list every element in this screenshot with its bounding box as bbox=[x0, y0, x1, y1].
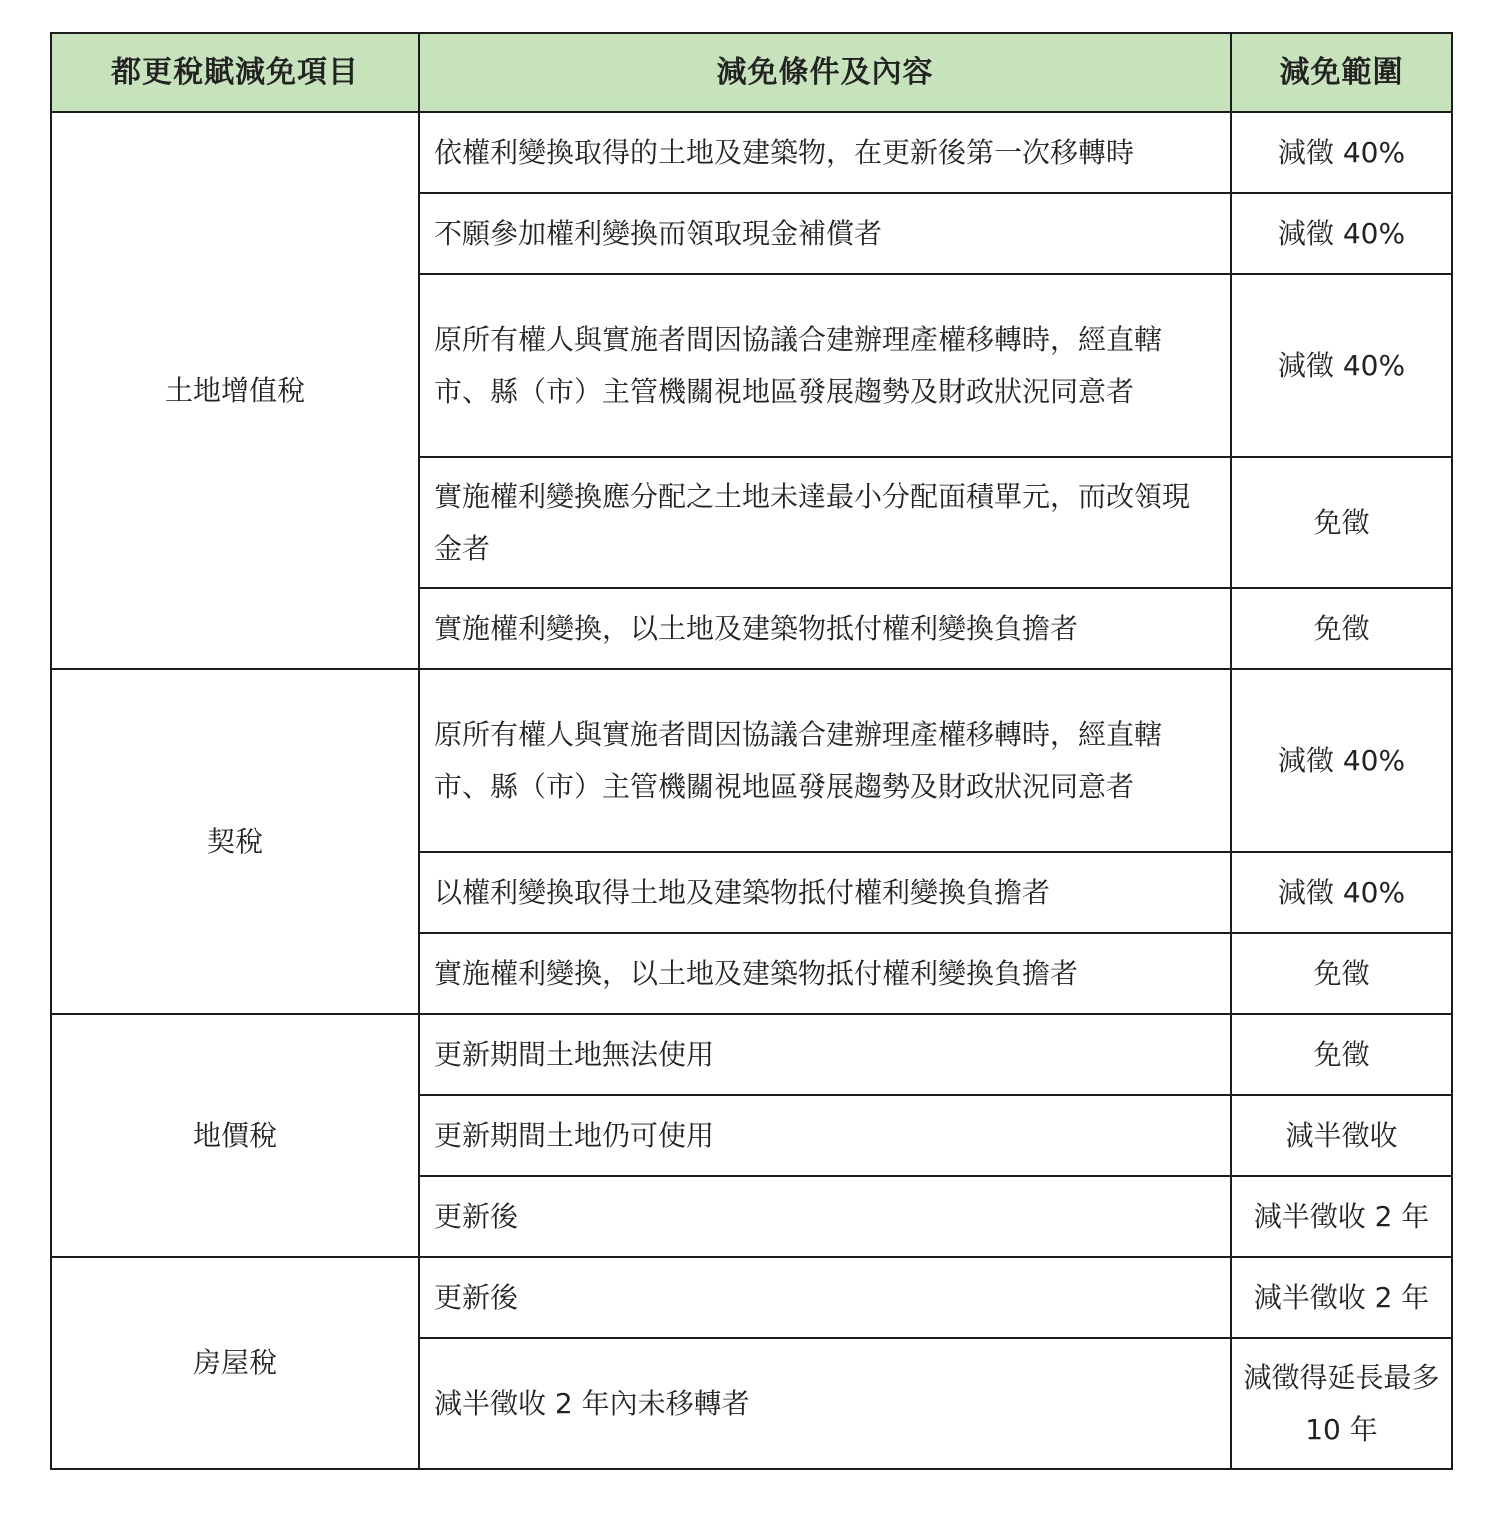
tax-reduction-table bbox=[50, 32, 1453, 1470]
condition-cell: 更新後 bbox=[419, 1257, 1231, 1338]
scope-cell: 減半徵收 2 年 bbox=[1231, 1257, 1452, 1338]
header-condition: 減免條件及內容 bbox=[419, 33, 1231, 112]
condition-cell: 更新後 bbox=[419, 1176, 1231, 1257]
table-row bbox=[51, 1257, 1452, 1338]
scope-cell: 免徵 bbox=[1231, 588, 1452, 669]
condition-cell: 依權利變換取得的土地及建築物，在更新後第一次移轉時 bbox=[419, 112, 1231, 193]
condition-cell: 更新期間土地無法使用 bbox=[419, 1014, 1231, 1095]
scope-cell: 減半徵收 2 年 bbox=[1231, 1176, 1452, 1257]
scope-cell: 減徵得延長最多 10 年 bbox=[1231, 1338, 1452, 1469]
condition-cell: 減半徵收 2 年內未移轉者 bbox=[419, 1338, 1231, 1469]
scope-cell: 免徵 bbox=[1231, 933, 1452, 1014]
header-row bbox=[51, 33, 1452, 112]
condition-cell: 原所有權人與實施者間因協議合建辦理產權移轉時，經直轄市、縣（市）主管機關視地區發展趨勢及財政狀況同意者 bbox=[419, 274, 1231, 457]
scope-cell: 減徵 40% bbox=[1231, 112, 1452, 193]
table-row bbox=[51, 669, 1452, 852]
scope-cell: 減徵 40% bbox=[1231, 193, 1452, 274]
tax-item-land-value-tax: 地價稅 bbox=[51, 1014, 419, 1257]
table-row bbox=[51, 1014, 1452, 1095]
scope-cell: 減徵 40% bbox=[1231, 274, 1452, 457]
tax-item-house-tax: 房屋稅 bbox=[51, 1257, 419, 1469]
condition-cell: 實施權利變換應分配之土地未達最小分配面積單元，而改領現金者 bbox=[419, 457, 1231, 588]
condition-cell: 原所有權人與實施者間因協議合建辦理產權移轉時，經直轄市、縣（市）主管機關視地區發展趨勢及財政狀況同意者 bbox=[419, 669, 1231, 852]
header-scope: 減免範圍 bbox=[1231, 33, 1452, 112]
condition-cell: 實施權利變換，以土地及建築物抵付權利變換負擔者 bbox=[419, 933, 1231, 1014]
condition-cell: 以權利變換取得土地及建築物抵付權利變換負擔者 bbox=[419, 852, 1231, 933]
scope-cell: 免徵 bbox=[1231, 457, 1452, 588]
tax-item-land-value-increment: 土地增值稅 bbox=[51, 112, 419, 669]
scope-cell: 免徵 bbox=[1231, 1014, 1452, 1095]
scope-cell: 減半徵收 bbox=[1231, 1095, 1452, 1176]
tax-item-deed-tax: 契稅 bbox=[51, 669, 419, 1014]
scope-cell: 減徵 40% bbox=[1231, 669, 1452, 852]
header-item: 都更稅賦減免項目 bbox=[51, 33, 419, 112]
table-row bbox=[51, 112, 1452, 193]
condition-cell: 實施權利變換，以土地及建築物抵付權利變換負擔者 bbox=[419, 588, 1231, 669]
condition-cell: 更新期間土地仍可使用 bbox=[419, 1095, 1231, 1176]
scope-cell: 減徵 40% bbox=[1231, 852, 1452, 933]
condition-cell: 不願參加權利變換而領取現金補償者 bbox=[419, 193, 1231, 274]
